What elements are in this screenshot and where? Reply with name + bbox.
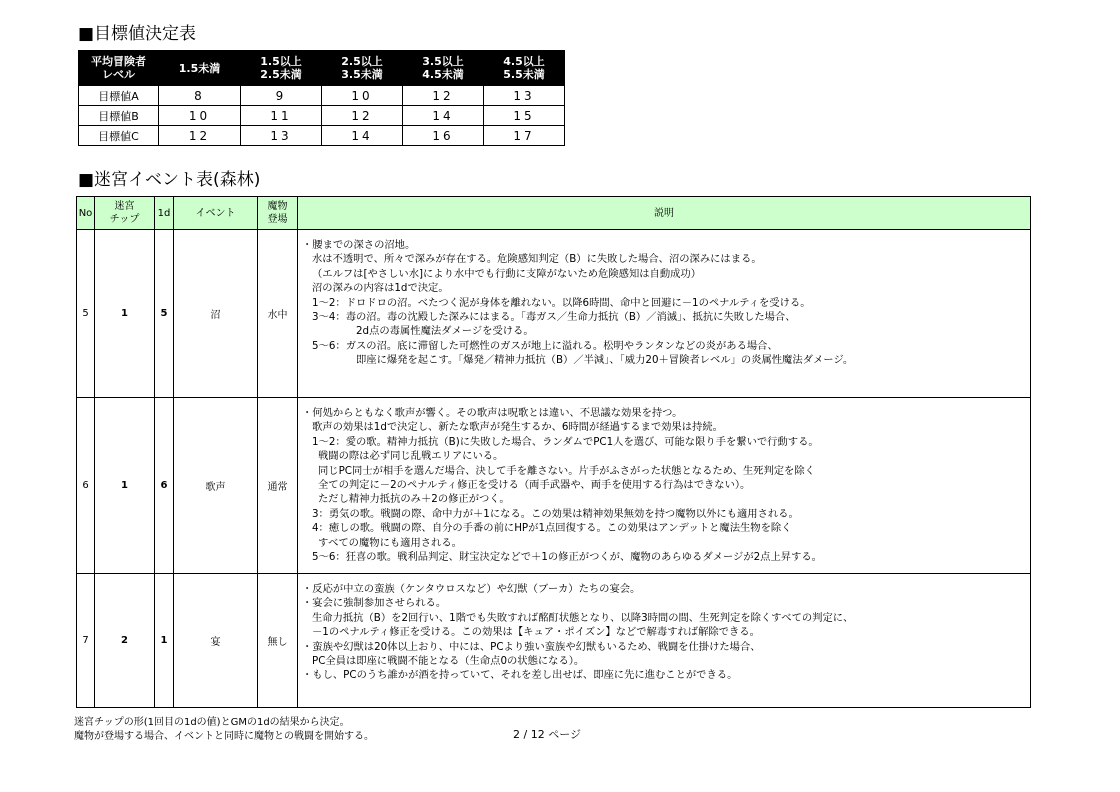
cell-value: 12 <box>403 86 484 106</box>
footnote-monster-rule: 魔物が登場する場合、イベントと同時に魔物との戦闘を開始する。 <box>74 731 374 742</box>
header-text: イベント <box>195 207 236 219</box>
header-monster <box>258 197 298 230</box>
cell-value: 10 <box>159 106 241 126</box>
description-line: ・反応が中立の蛮族（ケンタウロスなど）や幻獣（ブーカ）たちの宴会。 <box>302 583 641 595</box>
event-monster: 水中 <box>258 230 298 398</box>
cell-value: 10 <box>322 86 403 106</box>
event-table-title: ■迷宮イベント表(森林) <box>78 170 261 190</box>
description-line: 5～6：ガスの沼。底に滞留した可燃性のガスが地上に溢れる。松明やランタンなどの炎がある場合、 <box>312 339 778 352</box>
event-no: 6 <box>77 398 95 574</box>
description-line: （エルフは[やさしい水]により水中でも行動に支障がないため危険感知は自動成功） <box>312 267 702 280</box>
description-line: 生命力抵抗（B）を2回行い、1階でも失敗すれば酩酊状態となり、以降3時間の間、生死判定を除くすべての判定に、 <box>312 611 854 624</box>
event-name: 歌声 <box>174 398 258 574</box>
event-die: 5 <box>155 230 174 398</box>
description-line: 戦闘の際は必ず同じ乱戦エリアにいる。 <box>318 450 504 463</box>
row-label: 目標値A <box>79 86 159 106</box>
table-row <box>77 574 1031 708</box>
event-description <box>298 230 1031 398</box>
event-no: 7 <box>77 574 95 708</box>
event-monster: 無し <box>258 574 298 708</box>
description-line: 1～2：愛の歌。精神力抵抗（B)に失敗した場合、ランダムでPC1人を選び、可能な限り手を繋いで行動する。 <box>312 435 819 448</box>
header-text: 4.5以上 5.5未満 <box>503 55 545 81</box>
event-die: 6 <box>155 398 174 574</box>
table-row <box>79 86 565 106</box>
cell-value: 12 <box>322 106 403 126</box>
row-label: 目標値B <box>79 106 159 126</box>
description-line: すべての魔物にも適用される。 <box>318 536 462 549</box>
target-header-row <box>79 51 565 86</box>
header-chip <box>95 197 155 230</box>
header-text: 2.5以上 3.5未満 <box>341 55 383 81</box>
description-line: 5～6：狂喜の歌。戦利品判定、財宝決定などで＋1の修正がつくが、魔物のあらゆるダメージが2点上昇する。 <box>312 551 822 564</box>
cell-value: 17 <box>484 126 565 146</box>
cell-value: 13 <box>484 86 565 106</box>
event-name: 宴 <box>174 574 258 708</box>
header-text: 説明 <box>654 207 674 219</box>
event-no: 5 <box>77 230 95 398</box>
cell-value: 14 <box>322 126 403 146</box>
header-text: 平均冒険者 レベル <box>91 55 146 81</box>
row-label: 目標値C <box>79 126 159 146</box>
cell-value: 16 <box>403 126 484 146</box>
description-line: PC全員は即座に戦闘不能となる（生命点0の状態になる）。 <box>312 655 585 668</box>
description-line: 3：勇気の歌。戦闘の際、命中力が＋1になる。この効果は精神効果無効を持つ魔物以外にも適用される。 <box>312 507 799 520</box>
page-number: 2 / 12 ページ <box>513 728 581 741</box>
table-row <box>79 126 565 146</box>
event-chip: 2 <box>95 574 155 708</box>
event-chip: 1 <box>95 230 155 398</box>
cell-value: 11 <box>241 106 322 126</box>
header-text: No <box>78 207 93 219</box>
header-text: 1d <box>157 207 171 219</box>
description-line: 4：癒しの歌。戦闘の際、自分の手番の前にHPが1点回復する。この効果はアンデットと魔法生物を除く <box>312 522 792 535</box>
cell-value: 9 <box>241 86 322 106</box>
event-name: 沼 <box>174 230 258 398</box>
event-die: 1 <box>155 574 174 708</box>
description-line: 2d点の毒属性魔法ダメージを受ける。 <box>356 325 534 338</box>
description-line: ・腰までの深さの沼地。 <box>302 239 416 251</box>
table-row <box>77 230 1031 398</box>
header-text: 迷宮 チップ <box>109 201 140 225</box>
description-line: 沼の深みの内容は1dで決定。 <box>312 282 449 295</box>
description-line: 同じPC同士が相手を選んだ場合、決して手を離さない。片手がふさがった状態となるため、生死判定を除く <box>318 464 815 477</box>
header-text: 魔物 登場 <box>267 201 288 225</box>
target-value-table <box>78 50 565 146</box>
header-level-range <box>159 51 241 86</box>
event-description <box>298 398 1031 574</box>
event-monster: 通常 <box>258 398 298 574</box>
table-row <box>79 106 565 126</box>
footnote-chip-rule: 迷宮チップの形(1回目の1dの値)とGMの1dの結果から決定。 <box>74 717 350 728</box>
cell-value: 13 <box>241 126 322 146</box>
header-1d <box>155 197 174 230</box>
description-line: ・何処からともなく歌声が響く。その歌声は呪歌とは違い、不思議な効果を持つ。 <box>302 407 683 419</box>
description-line: 即座に爆発を起こす。「爆発／精神力抵抗（B）／半減」、「威力20＋冒険者レベル」の炎属性魔法ダメージ。 <box>356 354 854 367</box>
labyrinth-event-table <box>76 196 1031 708</box>
header-level-range <box>322 51 403 86</box>
event-header-row <box>77 197 1031 230</box>
cell-value: 15 <box>484 106 565 126</box>
header-description <box>298 197 1031 230</box>
target-table-title: ■目標値決定表 <box>78 24 197 44</box>
header-no <box>77 197 95 230</box>
description-line: 水は不透明で、所々で深みが存在する。危険感知判定（B）に失敗した場合、沼の深みにはまる。 <box>312 253 762 266</box>
event-chip: 1 <box>95 398 155 574</box>
header-level-range <box>484 51 565 86</box>
description-line: ・もし、PCのうち誰かが酒を持っていて、それを差し出せば、即座に先に進むことができる。 <box>302 669 738 682</box>
header-text: 1.5未満 <box>178 61 221 75</box>
description-line: 3～4：毒の沼。毒の沈殿した深みにはまる。「毒ガス／生命力抵抗（B）／消滅」、抵抗に失敗した場合、 <box>312 311 796 324</box>
header-event <box>174 197 258 230</box>
cell-value: 12 <box>159 126 241 146</box>
header-average-level <box>79 51 159 86</box>
description-line: ・蛮族や幻獣は20体以上おり、中には、PCより強い蛮族や幻獣もいるため、戦闘を仕掛けた場合、 <box>302 640 761 653</box>
event-description <box>298 574 1031 708</box>
cell-value: 8 <box>159 86 241 106</box>
table-row <box>77 398 1031 574</box>
description-line: 1～2：ドロドロの沼。べたつく泥が身体を離れない。以降6時間、命中と回避に－1のペナルティを受ける。 <box>312 296 811 309</box>
header-level-range <box>241 51 322 86</box>
description-line: 全ての判定に－2のペナルティ修正を受ける（両手武器や、両手を使用する行為はできない）。 <box>318 479 751 492</box>
header-text: 3.5以上 4.5未満 <box>422 55 464 81</box>
description-line: 歌声の効果は1dで決定し、新たな歌声が発生するか、6時間が経過するまで効果は持続。 <box>312 421 723 434</box>
cell-value: 14 <box>403 106 484 126</box>
header-text: 1.5以上 2.5未満 <box>260 55 302 81</box>
description-line: ただし精神力抵抗のみ＋2の修正がつく。 <box>318 493 510 506</box>
description-line: ・宴会に強制参加させられる。 <box>302 597 447 610</box>
header-level-range <box>403 51 484 86</box>
description-line: －1のペナルティ修正を受ける。この効果は【キュア・ポイズン】などで解毒すれば解除できる。 <box>312 626 760 639</box>
